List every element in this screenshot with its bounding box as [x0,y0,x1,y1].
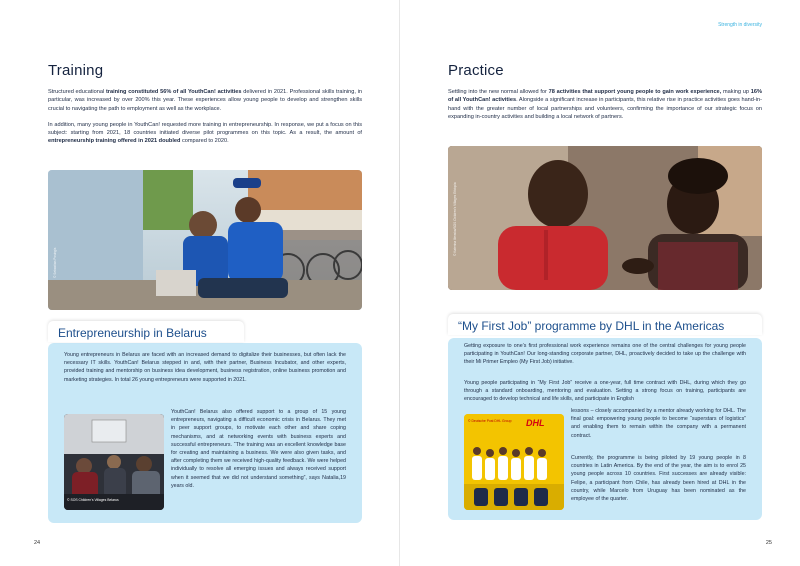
practice-photo-credit: © Katerina Ilievska/SOS Children's Villages Ethiopia [453,182,457,256]
practice-photo [448,146,762,290]
dhl-photo [464,414,564,510]
training-para-1: Structured educational training constituted 56% of all YouthCan! activities delivered in 2021. Professional skills training, in particular, was increased by over 200% this year. These experiences allow young people to develop and strengthen skills crucial to navigating the path to employment as well as the workplace. [48,89,363,112]
page-number-left: 24 [34,540,41,546]
page-number-right: 25 [765,540,772,546]
training-photo-image [48,170,362,310]
training-photo-credit: © Sebastian Posingis [53,247,57,278]
section-tag: Strength in diversity [718,22,762,28]
dhl-photo-banner: © Deutsche Post DHL Group [468,419,512,423]
entrepreneurship-para-1: Young entrepreneurs in Belarus are faced with an increased demand to digitalize their businesses, but often lack the necessary IT skills. YouthCan! Belarus stepped in and, with their partner, Business Incubator, and other experts, provided training and mentorship on business idea development, business registration, online business promotion and marketing strategies. In total 26 young entrepreneurs were supported in 2021. [64,352,346,383]
practice-photo-image [448,146,762,290]
belarus-photo-credit: © SOS Children's Villages Belarus [67,498,119,502]
dhl-para-1: Getting exposure to one’s first professional work experience remains one of the central challenges for young people participating in YouthCan! Our long-standing corporate partner, DHL, proactively decided to take up the challenge with their Mi Primer Empleo (My First Job) initiative. [464,343,746,366]
training-heading: Training [48,62,104,79]
training-photo [48,170,362,310]
dhl-para-2b: lessons – closely accompanied by a mentor already working for DHL. The final goal: empowering young people to become “superstars of logistics” and enabling them to remain within the company with a permanent contract. [571,408,746,439]
dhl-photo-image [464,414,564,510]
practice-heading: Practice [448,62,504,79]
practice-body [448,88,762,129]
dhl-para-2a: Young people participating in “My First Job” receive a one-year, full time contract with DHL, during which they go through a standard onboarding, mentoring and evaluation. Setting a strong focus on training, participants are encouraged to develop technical and life skills, and participate in English [464,380,746,403]
training-body [48,88,362,154]
training-para-2: In addition, many young people in YouthCan! requested more training in entrepreneurship. In response, we put a focus on this subject: starting from 2021, 18 countries initiated diverse pilot programmes on this topic. As a result, the amount of entrepreneurship training offered in 2021 doubled compared to 2020. [48,121,362,145]
belarus-photo-image [64,414,164,510]
right-page [400,0,800,566]
entrepreneurship-box-title: Entrepreneurship in Belarus [48,321,244,342]
belarus-photo [64,414,164,510]
dhl-logo: DHL [526,418,545,428]
dhl-box-title: “My First Job” programme by DHL in the Americas [448,314,762,335]
entrepreneurship-para-2: YouthCan! Belarus also offered support to a group of 15 young entrepreneurs, navigating a difficult economic crisis in Belarus. They met in peer support groups, to motivate each other and share coping mechanisms, and at networking events with business experts and successful entrepreneurs. “The training was an excellent knowledge base for creating and maintaining a business. We were also given tasks, and after completing them we received high-quality feedback. We were helped individually to resolve all emerging issues and always received support when it seemed that we did not understand something”, says Natalia,19 years old. [171,409,346,489]
dhl-para-3: Currently, the programme is being piloted by 19 young people in 8 countries in Latin America. By the end of the year, the aim is to enrol 25 young people across 10 countries. First successes are already visible: Felipe, a participant from Chile, has already been hired at DHL in the country, while Marcelo from Uruguay has been nominated as the employee of the quarter. [571,455,746,503]
practice-para-1: Settling into the new normal allowed for 78 activities that support young people to gain work experience, making up 16% of all YouthCan! activities. Alongside a significant increase in participants, this relative rise in practice activities goes hand-in-hand with the greater number of local partnerships and volunteers, confirming the importance of our strategic focus on expanding in-country activities and building a local network of partners. [448,89,762,120]
